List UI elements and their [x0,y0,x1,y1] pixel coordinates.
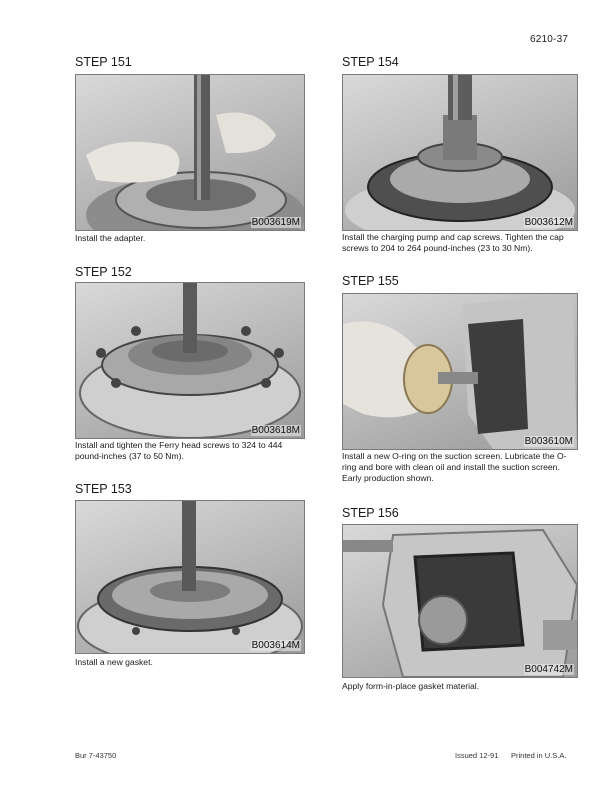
step-152-title: STEP 152 [75,265,132,279]
photo-id: B003618M [251,425,300,436]
step-156-caption: Apply form-in-place gasket material. [342,681,480,691]
step-153-photo [75,500,305,654]
footer-printed-in: Printed in U.S.A. [511,751,567,760]
step-154-photo [342,74,578,231]
photo-id: B003614M [251,640,300,651]
footer-issued-date: Issued 12-91 [455,751,499,760]
photo-id: B003612M [524,217,573,228]
photo-id: B004742M [524,664,573,675]
step-155-caption: Install a new O-ring on the suction screen. Lubricate the O-ring and bore with clean oil and install the suction screen. Early production shown. [342,451,567,483]
step-155-photo [342,293,578,450]
step-156-title: STEP 156 [342,506,399,520]
photo-id: B003619M [251,217,300,228]
step-151-caption: Install the adapter. [75,233,146,243]
step-151-photo [75,74,305,231]
step-155-title: STEP 155 [342,274,399,288]
step-152-caption: Install and tighten the Ferry head screws to 324 to 444 pound-inches (37 to 50 Nm). [75,440,283,461]
step-154-caption: Install the charging pump and cap screws. Tighten the cap screws to 204 to 264 pound-inches (23 to 30 Nm). [342,232,564,253]
step-152-photo [75,282,305,439]
step-153-title: STEP 153 [75,482,132,496]
step-154-title: STEP 154 [342,55,399,69]
step-151-title: STEP 151 [75,55,132,69]
footer-document-number: Bur 7-43750 [75,751,117,760]
page-number: 6210-37 [530,34,569,45]
step-153-caption: Install a new gasket. [75,657,153,667]
photo-id: B003610M [524,436,573,447]
step-156-photo [342,524,578,678]
